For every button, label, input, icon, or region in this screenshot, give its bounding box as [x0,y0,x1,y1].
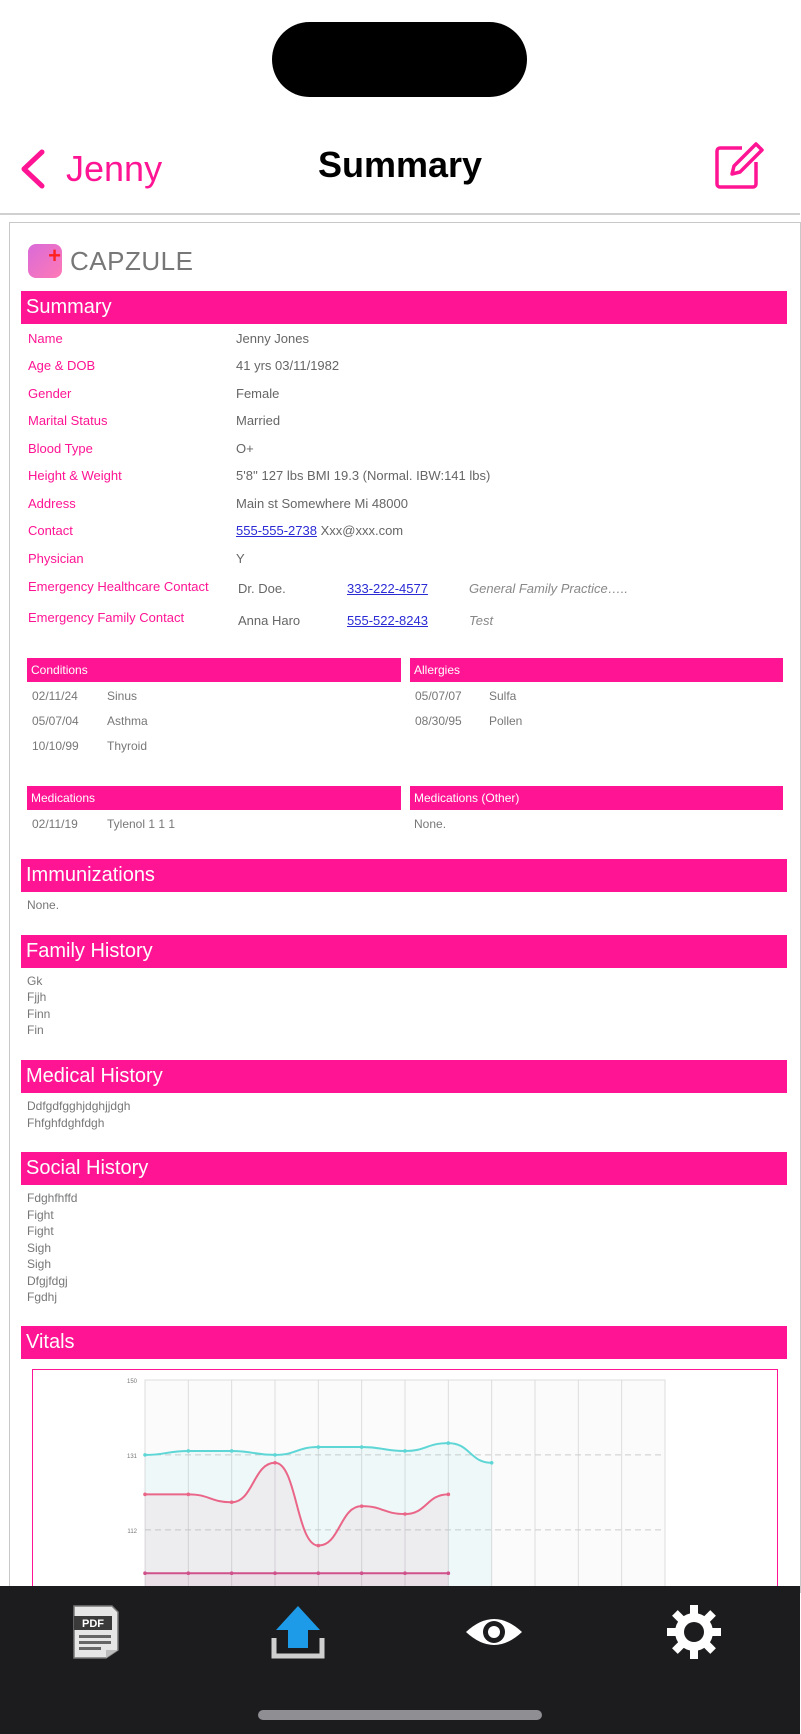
blood-type-value: O+ [236,441,254,456]
address-label: Address [28,496,76,511]
medical-history-line: Fhfghfdghfdgh [27,1116,105,1130]
emergency-healthcare-label: Emergency Healthcare Contact [28,579,209,594]
social-history-line: Fight [27,1208,54,1222]
allergy-name: Sulfa [489,689,517,703]
condition-name: Sinus [107,689,138,703]
physician-label: Physician [28,551,84,566]
social-history-line: Fdghfhffd [27,1191,78,1205]
allergy-date: 08/30/95 [415,714,462,728]
age-dob-value: 41 yrs 03/11/1982 [236,358,340,373]
edit-icon[interactable] [712,140,764,192]
y-tick-label: 150 [126,1379,137,1385]
emergency-healthcare-phone-link[interactable]: 333-222-4577 [347,581,428,596]
physician-value: Y [236,551,245,566]
chart-data-point [403,1571,407,1575]
social-history-line: Fgdhj [27,1290,58,1304]
vitals-chart [32,1369,778,1611]
back-label: Jenny [66,148,163,189]
social-history-header: Social History [21,1152,787,1185]
name-label: Name [28,331,63,346]
pdf-icon[interactable] [66,1602,126,1662]
family-history-header: Family History [21,935,787,968]
allergies-header: Allergies [410,658,783,682]
chart-data-point [273,1461,277,1465]
chart-data-point [447,1441,451,1445]
blood-type-label: Blood Type [28,441,93,456]
gender-value: Female [236,386,280,401]
chart-data-point [187,1571,191,1575]
marital-status-value: Married [236,413,281,428]
contact-phone-link[interactable]: 555-555-2738 [236,523,317,538]
medical-history-header: Medical History [21,1060,787,1093]
height-weight-label: Height & Weight [28,468,122,483]
family-history-line: Fjjh [27,990,47,1004]
medications-other-value: None. [414,817,447,831]
medications-header: Medications [27,786,401,810]
allergy-date: 05/07/07 [415,689,462,703]
chart-data-point [187,1449,191,1453]
social-history-line: Dfgjfdgj [27,1274,68,1288]
dynamic-island [272,22,527,97]
condition-date: 05/07/04 [32,714,79,728]
chart-data-point [273,1571,277,1575]
chart-data-point [230,1571,234,1575]
emergency-family-label: Emergency Family Contact [28,610,185,625]
eye-icon[interactable] [464,1602,524,1662]
chart-data-point [317,1445,321,1449]
share-upload-icon[interactable] [268,1602,328,1662]
chart-data-point [447,1493,451,1497]
summary-header: Summary [21,291,787,324]
chart-data-point [490,1461,494,1465]
chart-data-point [273,1453,277,1457]
svg-text:PDF: PDF [82,1618,104,1630]
home-indicator [258,1710,542,1720]
page-title: Summary [317,144,483,185]
capzule-logo-icon [28,244,62,278]
emergency-family-phone-link[interactable]: 555-522-8243 [347,613,428,628]
condition-name: Thyroid [107,739,148,753]
chart-data-point [143,1493,147,1497]
emergency-family-note: Test [469,613,494,628]
nav-divider [0,213,800,215]
chart-data-point [143,1571,147,1575]
chart-data-point [360,1445,364,1449]
contact-email: Xxx@xxx.com [320,523,404,538]
contact-value [236,523,403,538]
family-history-line: Finn [27,1007,51,1021]
name-value: Jenny Jones [236,331,309,346]
chart-data-point [360,1571,364,1575]
immunizations-value: None. [27,898,60,912]
gear-icon[interactable] [664,1602,724,1662]
chart-data-point [403,1512,407,1516]
chart-data-point [230,1449,234,1453]
chart-data-point [187,1493,191,1497]
address-value: Main st Somewhere Mi 48000 [236,496,408,511]
social-history-line: Fight [27,1224,54,1238]
brand-logo [28,243,193,279]
height-weight-value: 5'8'' 127 lbs BMI 19.3 (Normal. IBW:141 lbs) [236,468,491,483]
chart-data-point [360,1504,364,1508]
navigation-bar [0,130,800,214]
age-dob-label: Age & DOB [28,358,96,373]
emergency-healthcare-name: Dr. Doe. [238,581,286,596]
chart-data-point [403,1449,407,1453]
y-tick-label: 131 [126,1453,137,1460]
medication-date: 02/11/19 [32,817,78,831]
vitals-header: Vitals [21,1326,787,1359]
conditions-header: Conditions [27,658,401,682]
chart-data-point [143,1453,147,1457]
contact-label: Contact [28,523,73,538]
marital-status-label: Marital Status [28,413,108,428]
summary-document[interactable] [9,222,801,1593]
immunizations-header: Immunizations [21,859,787,892]
medication-name: Tylenol 1 1 1 [107,817,176,831]
emergency-healthcare-note: General Family Practice….. [469,581,628,596]
chart-data-point [447,1571,451,1575]
emergency-family-name: Anna Haro [238,613,301,628]
social-history-line: Sigh [27,1241,52,1255]
brand-name: CAPZULE [70,245,194,276]
family-history-line: Gk [27,974,43,988]
gender-label: Gender [28,386,72,401]
chart-data-point [317,1544,321,1548]
y-tick-label: 112 [127,1528,137,1535]
chart-data-point [317,1571,321,1575]
medications-other-header: Medications (Other) [410,786,783,810]
medical-history-line: Ddfgdfgghjdghjjdgh [27,1099,131,1113]
condition-name: Asthma [107,714,148,728]
condition-date: 02/11/24 [32,689,78,703]
family-history-line: Fin [27,1023,44,1037]
social-history-line: Sigh [27,1257,52,1271]
condition-date: 10/10/99 [32,739,79,753]
chart-data-point [230,1500,234,1504]
allergy-name: Pollen [489,714,523,728]
vitals-chart-svg [33,1370,777,1610]
